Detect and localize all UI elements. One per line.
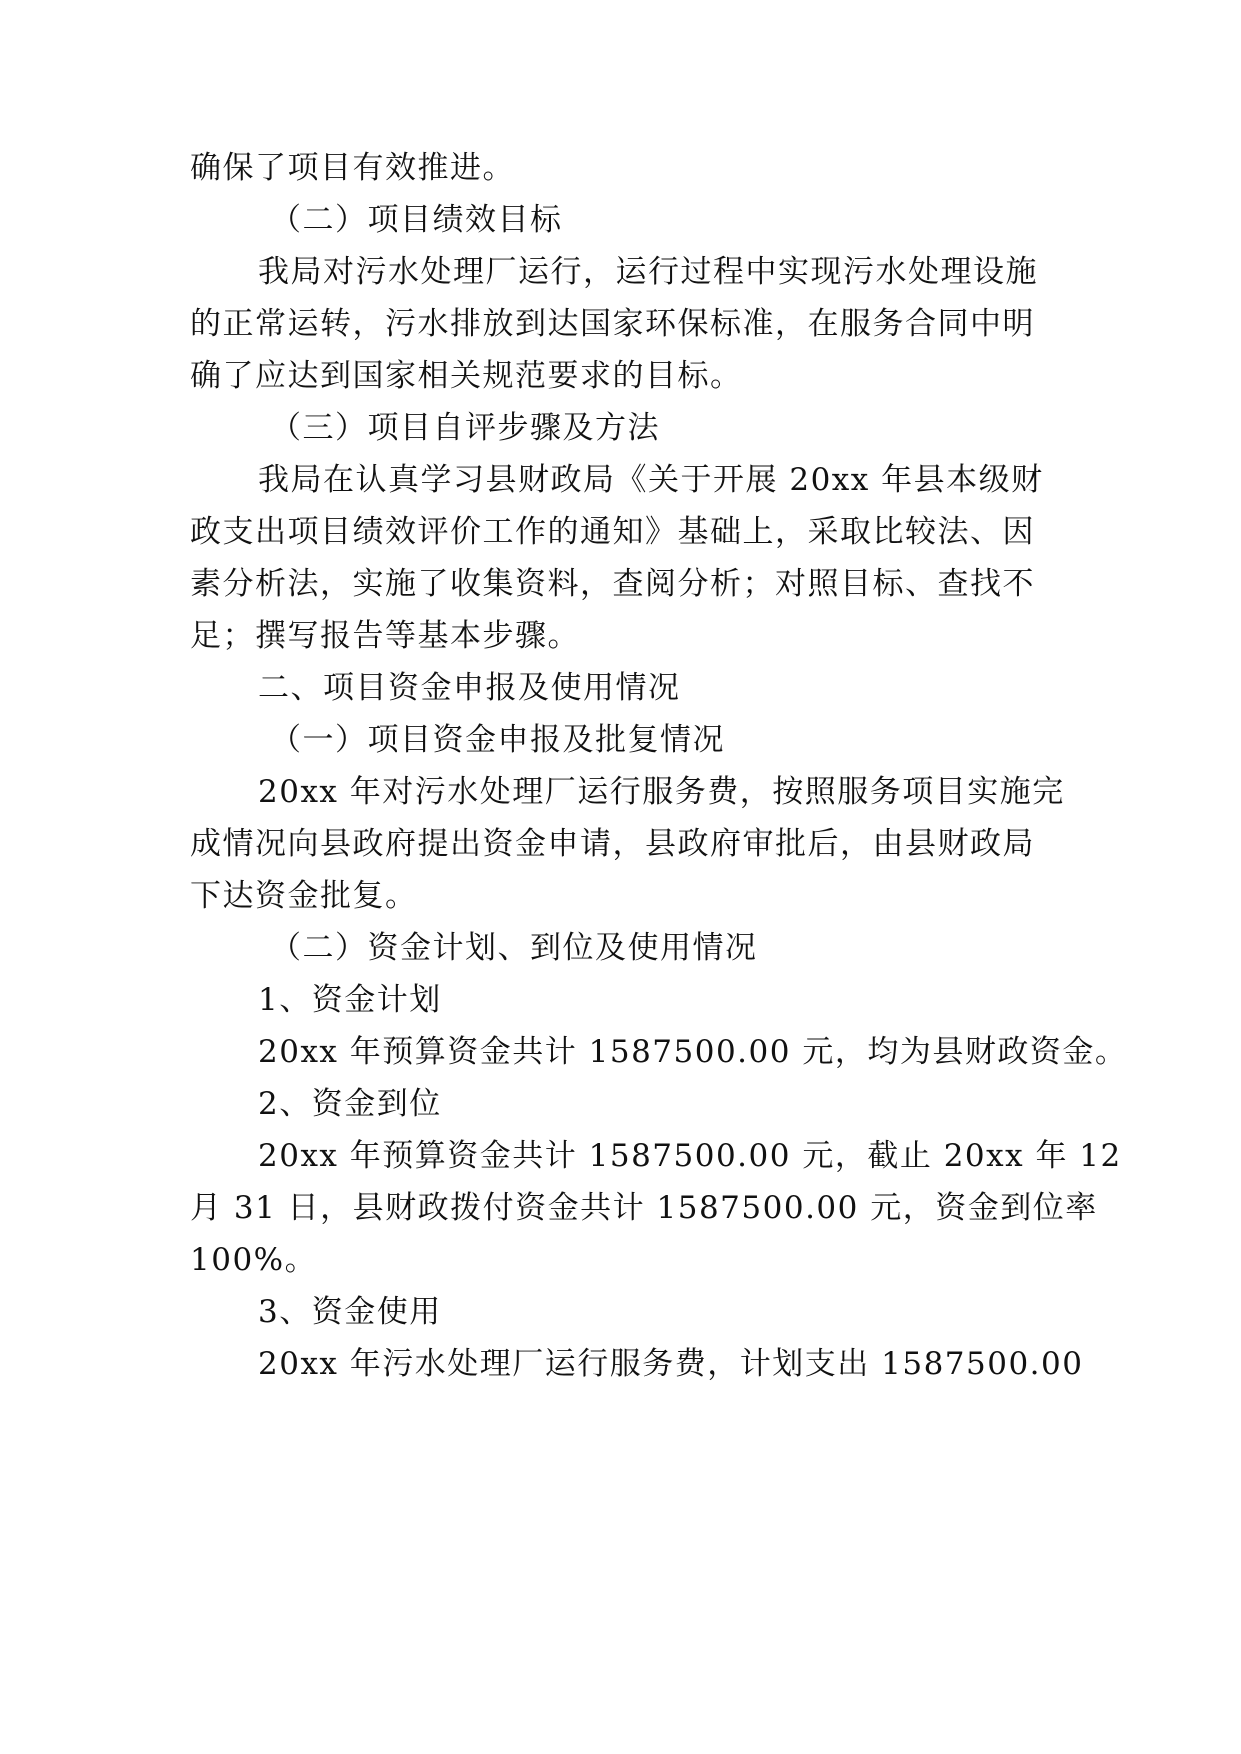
paragraph-line: 20xx 年预算资金共计 1587500.00 元，截止 20xx 年 12 bbox=[258, 1138, 1122, 1174]
section-heading: （三）项目自评步骤及方法 bbox=[270, 410, 660, 446]
paragraph-line: 下达资金批复。 bbox=[190, 878, 418, 914]
paragraph-line: 我局对污水处理厂运行，运行过程中实现污水处理设施 bbox=[258, 254, 1038, 290]
subsection-heading: 3、资金使用 bbox=[258, 1294, 442, 1330]
subsection-heading: 2、资金到位 bbox=[258, 1086, 442, 1122]
paragraph-line: 月 31 日，县财政拨付资金共计 1587500.00 元，资金到位率 bbox=[190, 1190, 1098, 1226]
paragraph-line: 确保了项目有效推进。 bbox=[190, 150, 515, 186]
paragraph-line: 确了应达到国家相关规范要求的目标。 bbox=[190, 358, 743, 394]
chapter-heading: 二、项目资金申报及使用情况 bbox=[258, 670, 681, 706]
paragraph-line: 20xx 年污水处理厂运行服务费，计划支出 1587500.00 bbox=[258, 1346, 1084, 1382]
paragraph-line: 20xx 年预算资金共计 1587500.00 元，均为县财政资金。 bbox=[258, 1034, 1128, 1070]
subsection-heading: 1、资金计划 bbox=[258, 982, 442, 1018]
paragraph-line: 成情况向县政府提出资金申请，县政府审批后，由县财政局 bbox=[190, 826, 1035, 862]
paragraph-line: 20xx 年对污水处理厂运行服务费，按照服务项目实施完 bbox=[258, 774, 1065, 810]
section-heading: （二）项目绩效目标 bbox=[270, 202, 563, 238]
paragraph-line: 政支出项目绩效评价工作的通知》基础上，采取比较法、因 bbox=[190, 514, 1035, 550]
paragraph-line: 的正常运转，污水排放到达国家环保标准，在服务合同中明 bbox=[190, 306, 1035, 342]
paragraph-line: 素分析法，实施了收集资料，查阅分析；对照目标、查找不 bbox=[190, 566, 1035, 602]
section-heading: （一）项目资金申报及批复情况 bbox=[270, 722, 725, 758]
paragraph-line: 足；撰写报告等基本步骤。 bbox=[190, 618, 580, 654]
paragraph-line: 我局在认真学习县财政局《关于开展 20xx 年县本级财 bbox=[258, 462, 1044, 498]
paragraph-line: 100%。 bbox=[190, 1242, 318, 1278]
section-heading: （二）资金计划、到位及使用情况 bbox=[270, 930, 758, 966]
